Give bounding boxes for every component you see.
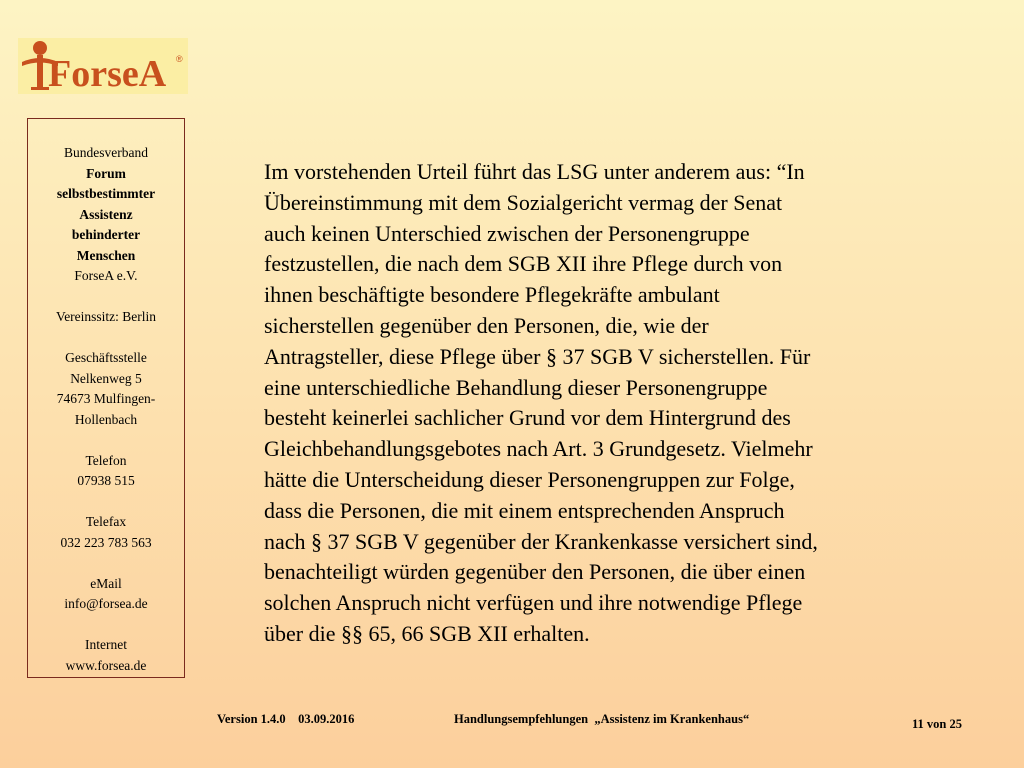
- text-line: benachteiligt würden gegenüber den Personen, die über einen: [264, 559, 806, 585]
- text-line: auch keinen Unterschied zwischen der Personengruppe: [264, 220, 750, 246]
- footer-version: Version 1.4.0 03.09.2016: [217, 712, 355, 726]
- forsea-logo: [18, 38, 188, 94]
- text-line: Im vorstehenden Urteil führt das LSG unter anderem aus: “In: [264, 159, 805, 184]
- sidebar-web[interactable]: www.forsea.de: [65, 657, 147, 673]
- sidebar-line: ForseA e.V.: [74, 268, 138, 283]
- sidebar-line: behinderter: [71, 227, 141, 242]
- text-line: hätte die Unterscheidung dieser Personengruppen zur Folge,: [264, 466, 795, 492]
- main-text: [264, 157, 924, 650]
- sidebar-office-label: Geschäftsstelle: [65, 350, 147, 365]
- sidebar-line: selbstbestimmter: [56, 186, 156, 201]
- logo-text: ForseA: [48, 53, 167, 94]
- text-line: eine unterschiedliche Behandlung dieser Personengruppe: [264, 374, 768, 400]
- text-line: Übereinstimmung mit dem Sozialgericht vermag der Senat: [264, 189, 783, 215]
- text-line: besteht keinerlei sachlicher Grund vor dem Hintergrund des: [264, 405, 791, 431]
- sidebar-fax: 032 223 783 563: [60, 534, 152, 550]
- sidebar-line: Forum: [86, 165, 126, 181]
- footer-page-number: 11 von 25: [912, 717, 963, 731]
- sidebar-line: Menschen: [76, 247, 136, 263]
- text-line: dass die Personen, die mit einem entsprechenden Anspruch: [264, 497, 785, 523]
- sidebar-seat: Vereinssitz: Berlin: [55, 309, 157, 324]
- text-line: ihnen beschäftigte besondere Pflegekräfte ambulant: [264, 282, 720, 308]
- text-line: festzustellen, die nach dem SGB XII ihre Pflege durch von: [264, 251, 783, 277]
- footer-title: Handlungsempfehlungen „Assistenz im Krankenhaus“: [454, 712, 750, 726]
- text-line: solchen Anspruch nicht verfügen und ihre notwendige Pflege: [264, 590, 803, 616]
- logo-registered: ®: [176, 54, 183, 64]
- sidebar-line: Bundesverband: [64, 145, 148, 160]
- sidebar-office-street: Nelkenweg 5: [70, 370, 142, 386]
- sidebar-office-city: 74673 Mulfingen-: [56, 391, 156, 406]
- sidebar-email-label: eMail: [90, 575, 122, 591]
- text-line: nach § 37 SGB V gegenüber der Krankenkasse versichert sind,: [264, 528, 818, 554]
- contact-sidebar: [27, 118, 185, 678]
- sidebar-email[interactable]: info@forsea.de: [64, 596, 148, 611]
- sidebar-web-label: Internet: [85, 637, 127, 652]
- sidebar-phone-label: Telefon: [85, 452, 127, 468]
- sidebar-phone: 07938 515: [77, 473, 135, 488]
- text-line: Gleichbehandlungsgebotes nach Art. 3 Grundgesetz. Vielmehr: [264, 436, 813, 462]
- text-line: sicherstellen gegenüber den Personen, die, wie der: [264, 312, 709, 338]
- sidebar-office-city: Hollenbach: [74, 411, 138, 427]
- text-line: Antragsteller, diese Pflege über § 37 SGB V sicherstellen. Für: [264, 343, 811, 369]
- forsea-logo-graphic: [18, 38, 188, 94]
- sidebar-fax-label: Telefax: [85, 514, 127, 529]
- sidebar-line: Assistenz: [79, 206, 133, 222]
- text-line: über die §§ 65, 66 SGB XII erhalten.: [264, 620, 590, 646]
